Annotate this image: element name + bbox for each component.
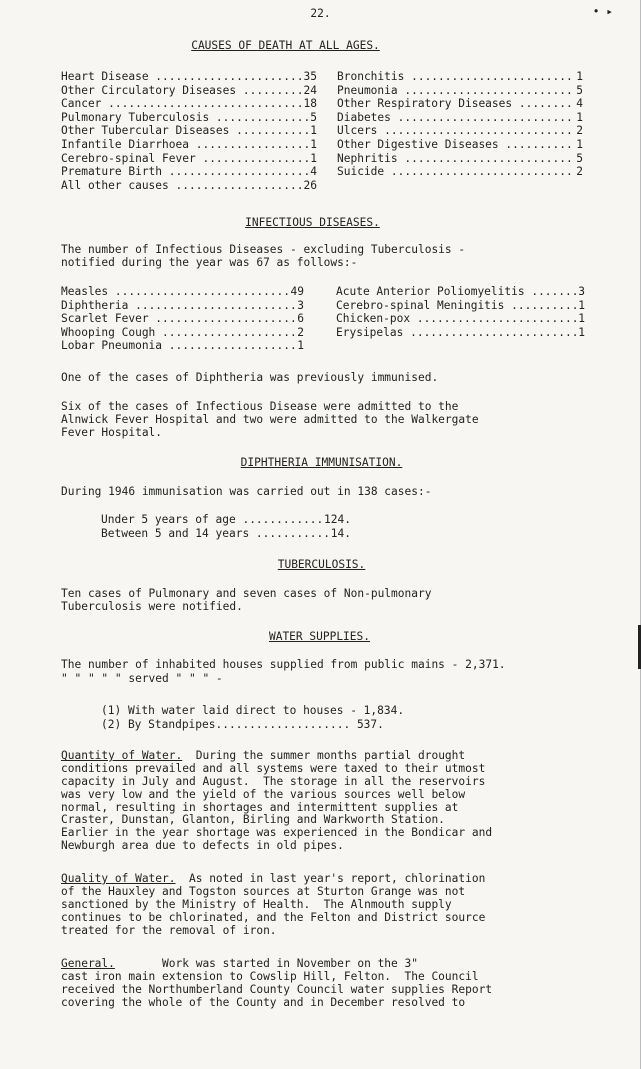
diphtheria-immunised-note: One of the cases of Diphtheria was previously immunised. xyxy=(61,371,439,384)
list-item: Ulcers ..... 2 xyxy=(337,125,583,139)
corner-mark: • ▸ xyxy=(592,5,613,18)
causes-left-list xyxy=(61,71,317,193)
list-item: Premature Birth ..... 4 xyxy=(61,166,317,180)
quality-text: As noted in last year's report, chlorination of the Hauxley and Togston sources at Sturton Grange was not sanctioned by the Ministry of Health. The Alnmouth supply continues to be chlorinated, and the Felton and District source treated for the removal of iron. xyxy=(61,872,486,937)
hospital-admission-note: Six of the cases of Infectious Disease were admitted to the Alnwick Fever Hospital and two were admitted to the Walkergate Fever Hospital. xyxy=(61,400,479,439)
list-item: Cerebro-spinal Fever ..... 1 xyxy=(61,153,317,167)
general-paragraph xyxy=(61,958,621,1010)
page-number: 22. xyxy=(310,7,331,20)
list-item: Erysipelas ..... 1 xyxy=(336,327,585,341)
water-item-direct: (1) With water laid direct to houses - 1,834. xyxy=(101,704,405,717)
infectious-intro: The number of Infectious Diseases - excluding Tuberculosis - notified during the year was 67 as follows:- xyxy=(61,243,466,269)
list-item: Diphtheria ..... 3 xyxy=(61,300,304,314)
list-item: Pneumonia ..... 5 xyxy=(337,85,583,99)
list-item: Heart Disease ..... 35 xyxy=(61,71,317,85)
list-item: Cerebro-spinal Meningitis ..... 1 xyxy=(336,300,585,314)
list-item: Suicide ..... 2 xyxy=(337,166,583,180)
list-item: Pulmonary Tuberculosis ..... 5 xyxy=(61,112,317,126)
general-heading: General. xyxy=(61,957,115,970)
list-item: Other Circulatory Diseases ..... 24 xyxy=(61,85,317,99)
quantity-text: During the summer months partial drought conditions prevailed and all systems were taxed to their utmost capacity in July and August. The storage in all the reservoirs was very low and the yield of the various sources well below normal, resulting in shortages and intermittent supplies at Craster, Dunstan, Glanton, Birling and Warkworth Station. Earlier in the year shortage was experienced in the Bondicar and Newburgh area due to defects in old pipes. xyxy=(61,749,493,853)
list-item: Infantile Diarrhoea ..... 1 xyxy=(61,139,317,153)
list-item: Whooping Cough ..... 2 xyxy=(61,327,304,341)
list-item: Lobar Pneumonia ..... 1 xyxy=(61,340,304,354)
list-item: Between 5 and 14 years ..... 14. xyxy=(101,528,351,542)
water-item-standpipes: (2) By Standpipes.................... 537. xyxy=(101,718,384,731)
general-text: Work was started in November on the 3" cast iron main extension to Cowslip Hill, Felton. The Council received the Northumberland County Council water supplies Report covering the whole of the County and in December resolved to xyxy=(61,957,493,1009)
quality-heading: Quality of Water. xyxy=(61,872,176,885)
infectious-heading: INFECTIOUS DISEASES. xyxy=(245,216,380,229)
list-item: Scarlet Fever ..... 6 xyxy=(61,313,304,327)
list-item: Acute Anterior Poliomyelitis ..... 3 xyxy=(336,286,585,300)
infectious-left-list xyxy=(61,286,304,354)
causes-heading: CAUSES OF DEATH AT ALL AGES. xyxy=(191,39,380,52)
list-item: Bronchitis ..... 1 xyxy=(337,71,583,85)
tuberculosis-text: Ten cases of Pulmonary and seven cases of Non-pulmonary Tuberculosis were notified. xyxy=(61,587,432,613)
immunisation-intro: During 1946 immunisation was carried out in 138 cases:- xyxy=(61,485,432,498)
list-item: Other Tubercular Diseases ..... 1 xyxy=(61,125,317,139)
causes-right-list xyxy=(337,71,583,180)
tuberculosis-heading: TUBERCULOSIS. xyxy=(277,558,366,571)
list-item: Diabetes ..... 1 xyxy=(337,112,583,126)
list-item: Other Digestive Diseases ..... 1 xyxy=(337,139,583,153)
list-item: All other causes ..... 26 xyxy=(61,180,317,194)
list-item: Under 5 years of age ..... 124. xyxy=(101,514,351,528)
infectious-right-list xyxy=(336,286,585,340)
quantity-heading: Quantity of Water. xyxy=(61,749,183,762)
list-item: Nephritis ..... 5 xyxy=(337,153,583,167)
diphtheria-heading: DIPHTHERIA IMMUNISATION. xyxy=(240,456,403,469)
water-houses-line: The number of inhabited houses supplied from public mains - 2,371. xyxy=(61,658,506,671)
quantity-paragraph xyxy=(61,750,621,853)
immunisation-list xyxy=(101,514,351,541)
list-item: Other Respiratory Diseases ..... 4 xyxy=(337,98,583,112)
list-item: Chicken-pox ..... 1 xyxy=(336,313,585,327)
water-served-line: " " " " " served " " " - xyxy=(61,672,223,685)
quality-paragraph xyxy=(61,873,621,937)
water-supplies-heading: WATER SUPPLIES. xyxy=(268,630,371,643)
list-item: Cancer ..... 18 xyxy=(61,98,317,112)
list-item: Measles ..... 49 xyxy=(61,286,304,300)
